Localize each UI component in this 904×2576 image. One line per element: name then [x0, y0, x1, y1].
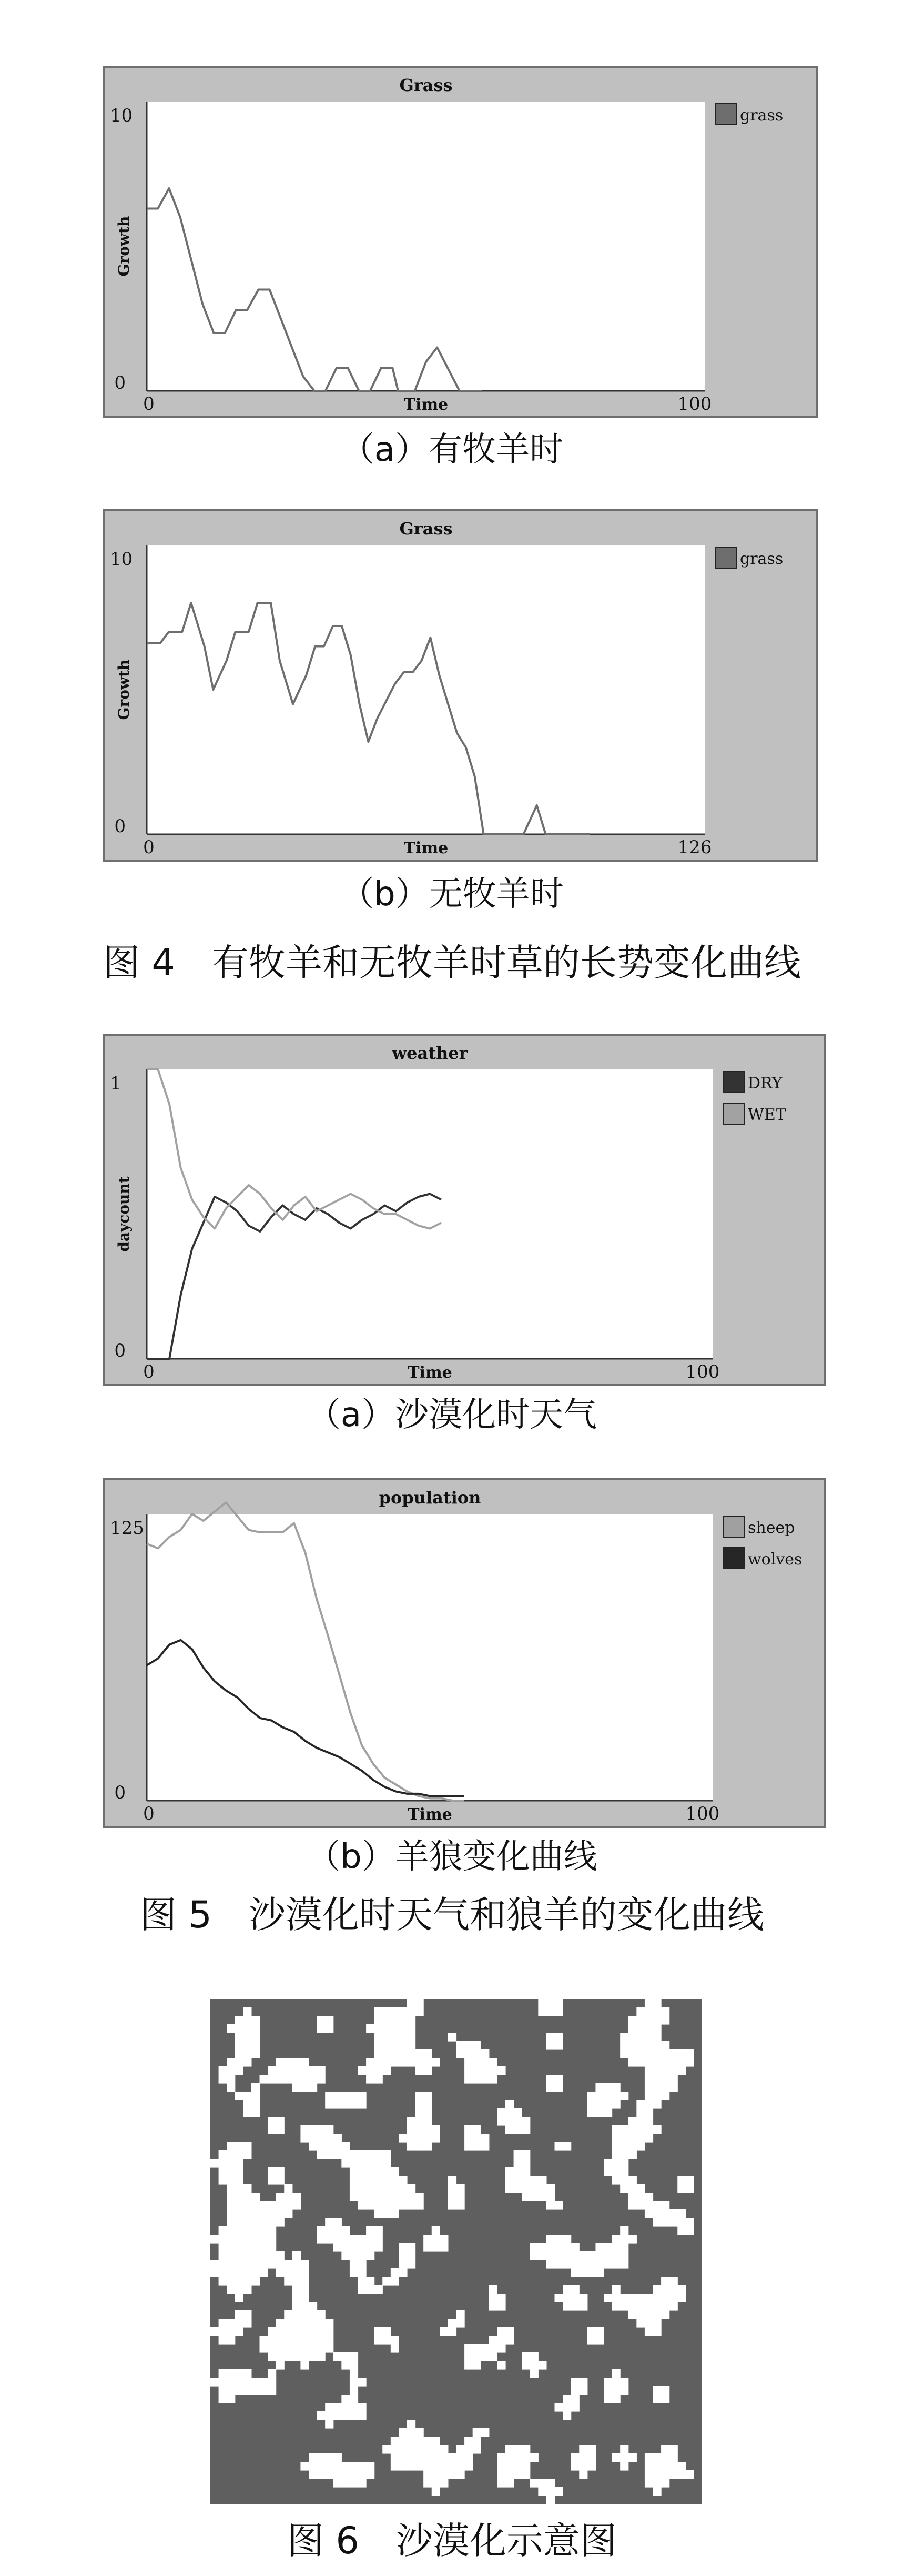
- y-axis-label: Growth: [115, 216, 133, 277]
- legend-label-wolves: wolves: [748, 1550, 803, 1569]
- legend-swatch-sheep: [724, 1516, 745, 1537]
- desertification-map: [210, 1999, 702, 2504]
- y-axis-label: Growth: [115, 659, 133, 720]
- y-tick-label: 1: [110, 1073, 121, 1094]
- chart-title: weather: [392, 1043, 468, 1063]
- grass-with-sheep-chart: [105, 68, 816, 416]
- y-tick-label: 10: [110, 549, 133, 570]
- chart-panel-weather: [103, 1034, 826, 1386]
- legend-swatch-WET: [724, 1103, 745, 1124]
- x-tick-label: 0: [143, 393, 155, 415]
- caption-5a: （a）沙漠化时天气: [307, 1396, 597, 1435]
- y-tick-label: 125: [110, 1518, 144, 1539]
- legend-label-grass: grass: [740, 550, 784, 568]
- y-tick-label: 0: [114, 1782, 126, 1803]
- caption-4a: （a）有牧羊时: [340, 430, 564, 469]
- caption-4b: （b）无牧羊时: [340, 875, 564, 914]
- x-axis-label: Time: [403, 839, 449, 857]
- legend-label-grass: grass: [740, 106, 784, 125]
- x-tick-label: 0: [143, 837, 155, 858]
- x-tick-label: 100: [677, 393, 712, 415]
- legend-label-DRY: DRY: [748, 1074, 783, 1093]
- legend-swatch-grass: [716, 547, 737, 568]
- x-tick-label: 0: [143, 1361, 155, 1382]
- y-tick-label: 0: [114, 372, 126, 393]
- legend-swatch-wolves: [724, 1548, 745, 1569]
- caption-5b: （b）羊狼变化曲线: [307, 1837, 597, 1876]
- figure-5-caption: 图 5 沙漠化时天气和狼羊的变化曲线: [140, 1893, 764, 1936]
- chart-title: Grass: [399, 519, 453, 539]
- grass-without-sheep-chart: [105, 511, 816, 860]
- y-tick-label: 0: [114, 816, 126, 837]
- legend-swatch-grass: [716, 104, 737, 125]
- legend-swatch-DRY: [724, 1072, 745, 1093]
- plot-area: [147, 102, 705, 391]
- x-tick-label: 100: [685, 1803, 720, 1824]
- x-axis-label: Time: [408, 1363, 452, 1382]
- chart-panel-grass-without-sheep: [103, 509, 818, 862]
- figure-4-caption: 图 4 有牧羊和无牧羊时草的长势变化曲线: [103, 941, 801, 984]
- y-axis-label: daycount: [115, 1176, 133, 1252]
- chart-title: Grass: [399, 75, 453, 95]
- chart-title: population: [379, 1488, 481, 1508]
- x-axis-label: Time: [403, 396, 449, 414]
- plot-area: [147, 1514, 713, 1801]
- x-tick-label: 126: [677, 837, 712, 858]
- y-tick-label: 0: [114, 1340, 126, 1361]
- population-chart: [105, 1480, 824, 1826]
- y-tick-label: 10: [110, 105, 133, 126]
- x-axis-label: Time: [408, 1805, 452, 1824]
- figure-6-caption: 图 6 沙漠化示意图: [287, 2519, 617, 2562]
- plot-area: [147, 545, 705, 834]
- weather-chart: [105, 1036, 824, 1384]
- plot-area: [147, 1069, 713, 1359]
- x-tick-label: 100: [685, 1361, 720, 1382]
- legend-label-sheep: sheep: [748, 1519, 795, 1537]
- chart-panel-population: [103, 1478, 826, 1828]
- x-tick-label: 0: [143, 1803, 155, 1824]
- chart-panel-grass-with-sheep: [103, 66, 818, 418]
- legend-label-WET: WET: [748, 1106, 786, 1124]
